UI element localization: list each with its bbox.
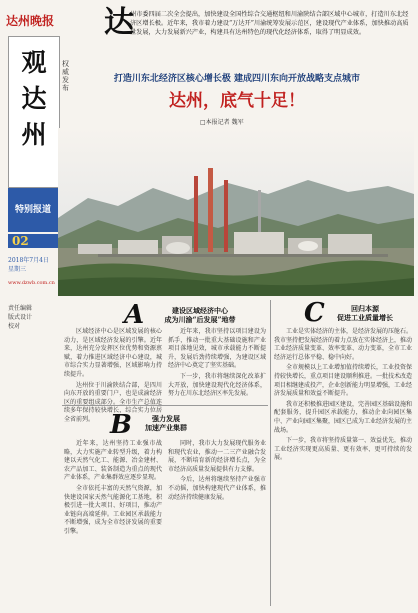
intro-paragraph bbox=[104, 5, 410, 56]
special-report-badge: 特别报道 bbox=[8, 188, 58, 232]
special-title-char: 达 bbox=[21, 84, 47, 113]
section-c-body bbox=[274, 328, 412, 606]
hero-photo bbox=[58, 128, 414, 296]
section-b-title-line: 加速产业集群 bbox=[145, 423, 187, 432]
drop-cap: 达 bbox=[104, 5, 134, 40]
special-title-char: 州 bbox=[21, 120, 47, 149]
section-a-title bbox=[150, 306, 250, 324]
section-b-initial: B bbox=[110, 410, 132, 440]
section-c-paragraph: 工业是实体经济的主体，是经济发展的压舱石。我市坚持把发展经济的着力点放在实体经济上，推动工业经济质量变革、效率变革、动力变革，全市工业经济运行总体平稳、稳中向好。 bbox=[274, 328, 413, 361]
section-c-paragraph: 全市规模以上工业增加值持续增长，工业投资保持较快增长，重点项目建设顺利推进。一批技术改造项目相继建成投产，企业创新能力明显增强，工业经济发展质量和效益不断提升。 bbox=[274, 364, 413, 398]
section-b-paragraph: 近年来，达州坚持工业强市战略，大力实施产业转型升级，着力构建以天然气化工、能源、冶金建材、农产品加工、装备制造为重点的现代产业体系，产业集群效应逐步显现。 bbox=[64, 440, 162, 482]
section-a-col-right bbox=[168, 328, 266, 402]
byline: □本报记者 魏军 bbox=[200, 119, 244, 126]
section-b-title-line: 强力发展 bbox=[152, 414, 180, 423]
section-c-title-line: 促进工业质量增长 bbox=[337, 313, 393, 322]
credits bbox=[8, 304, 58, 331]
authority-release-label: 权威发布 bbox=[62, 60, 69, 92]
section-b-col-right bbox=[168, 440, 266, 606]
credit-editor: 责任编辑 bbox=[8, 305, 33, 312]
section-a-paragraph: 近年来，我市坚持以项目建设为抓手，推动一批重大基础设施和产业项目落地见效，城市承载能力不断提升，发展后劲持续增强，为建设区域经济中心奠定了坚实基础。 bbox=[168, 328, 266, 370]
masthead-logo: 达州晚报 bbox=[6, 13, 55, 28]
section-a-paragraph: 达州位于川渝陕结合部，是四川向东开放的重要门户，也是成渝经济区的重要组成部分。全市生产总值连续多年保持较快增长，综合实力位居全省前列。 bbox=[64, 381, 162, 423]
industrial-plant-image bbox=[58, 128, 414, 296]
section-b-col-left bbox=[64, 440, 162, 606]
section-b-paragraph: 今后，达州将继续坚持产业强市不动摇，加快构建现代产业体系，推动经济持续健康发展。 bbox=[168, 476, 266, 501]
section-a-paragraph: 区域经济中心是区域发展的核心动力，是区域经济发展的引擎。近年来，达州充分发挥区位优势和资源禀赋，着力推进区域经济中心建设，城市综合实力显著增强，区域影响力持续提升。 bbox=[64, 328, 162, 378]
issue-weekday: 星期三 bbox=[8, 266, 27, 273]
section-a-paragraph: 下一步，我市将继续深化改革扩大开放，加快建设现代化经济体系，努力在川东北经济区率先发展。 bbox=[168, 372, 266, 398]
credit-design: 版式设计 bbox=[8, 314, 33, 321]
section-a-col-left bbox=[64, 328, 162, 423]
subheadline: 打造川东北经济区核心增长极 建成四川东向开放战略支点城市 bbox=[113, 74, 361, 84]
section-c-title-line: 回归本源 bbox=[351, 304, 379, 313]
section-a-initial: A bbox=[124, 300, 145, 330]
special-title-box bbox=[8, 36, 60, 188]
section-a-title-line: 建设区域经济中心 bbox=[172, 306, 228, 315]
special-title-char: 观 bbox=[21, 48, 47, 77]
column-divider bbox=[270, 300, 271, 606]
section-a-title-line: 成为川渝“后发展”地带 bbox=[164, 315, 236, 324]
section-c-initial: C bbox=[304, 298, 325, 328]
site-url: www.dzwb.com.cn bbox=[8, 280, 55, 286]
section-b-title bbox=[136, 414, 196, 432]
issue-number: 02 bbox=[8, 234, 58, 248]
section-b-paragraph: 全市依托丰富的天然气资源，加快建设国家天然气能源化工基地，积极引进一批大项目、好项目，推动产业链向高端延伸。工业园区承载能力不断增强，成为全市经济发展的重要引擎。 bbox=[64, 484, 162, 535]
issue-date: 2018年7月4日 bbox=[8, 257, 49, 264]
left-column bbox=[6, 8, 60, 608]
section-b-paragraph: 同时，我市大力发展现代服务业和现代农业，推动一二三产业融合发展，不断培育新的经济增长点，为全市经济高质量发展提供有力支撑。 bbox=[168, 440, 266, 473]
section-c-title bbox=[330, 304, 400, 322]
section-c-paragraph: 下一步，我市将坚持质量第一、效益优先，推动工业经济实现更高质量、更有效率、更可持续的发展。 bbox=[274, 437, 413, 462]
section-c-paragraph: 我市还积极推进园区建设，完善园区基础设施和配套服务，提升园区承载能力，推动企业向园区集中、产业向园区集聚，园区已成为工业经济发展的主战场。 bbox=[274, 400, 413, 434]
intro-text: 州市委四届二次全会提出，加快建设全国性综合交通枢纽和川渝陕结合部区域中心城市，打造川东北经济区增长极。近年来，我市着力建设“万达开”川渝统筹发展示范区，建设现代产业体系，加快推动高质量发展，大力发展新兴产业，构建具有达州特色的现代化经济体系，取得了明显成效。 bbox=[130, 11, 409, 36]
issue-dates bbox=[8, 256, 58, 274]
headline: 达州，底气十足！ bbox=[169, 91, 305, 111]
credit-proof: 校对 bbox=[8, 323, 21, 330]
